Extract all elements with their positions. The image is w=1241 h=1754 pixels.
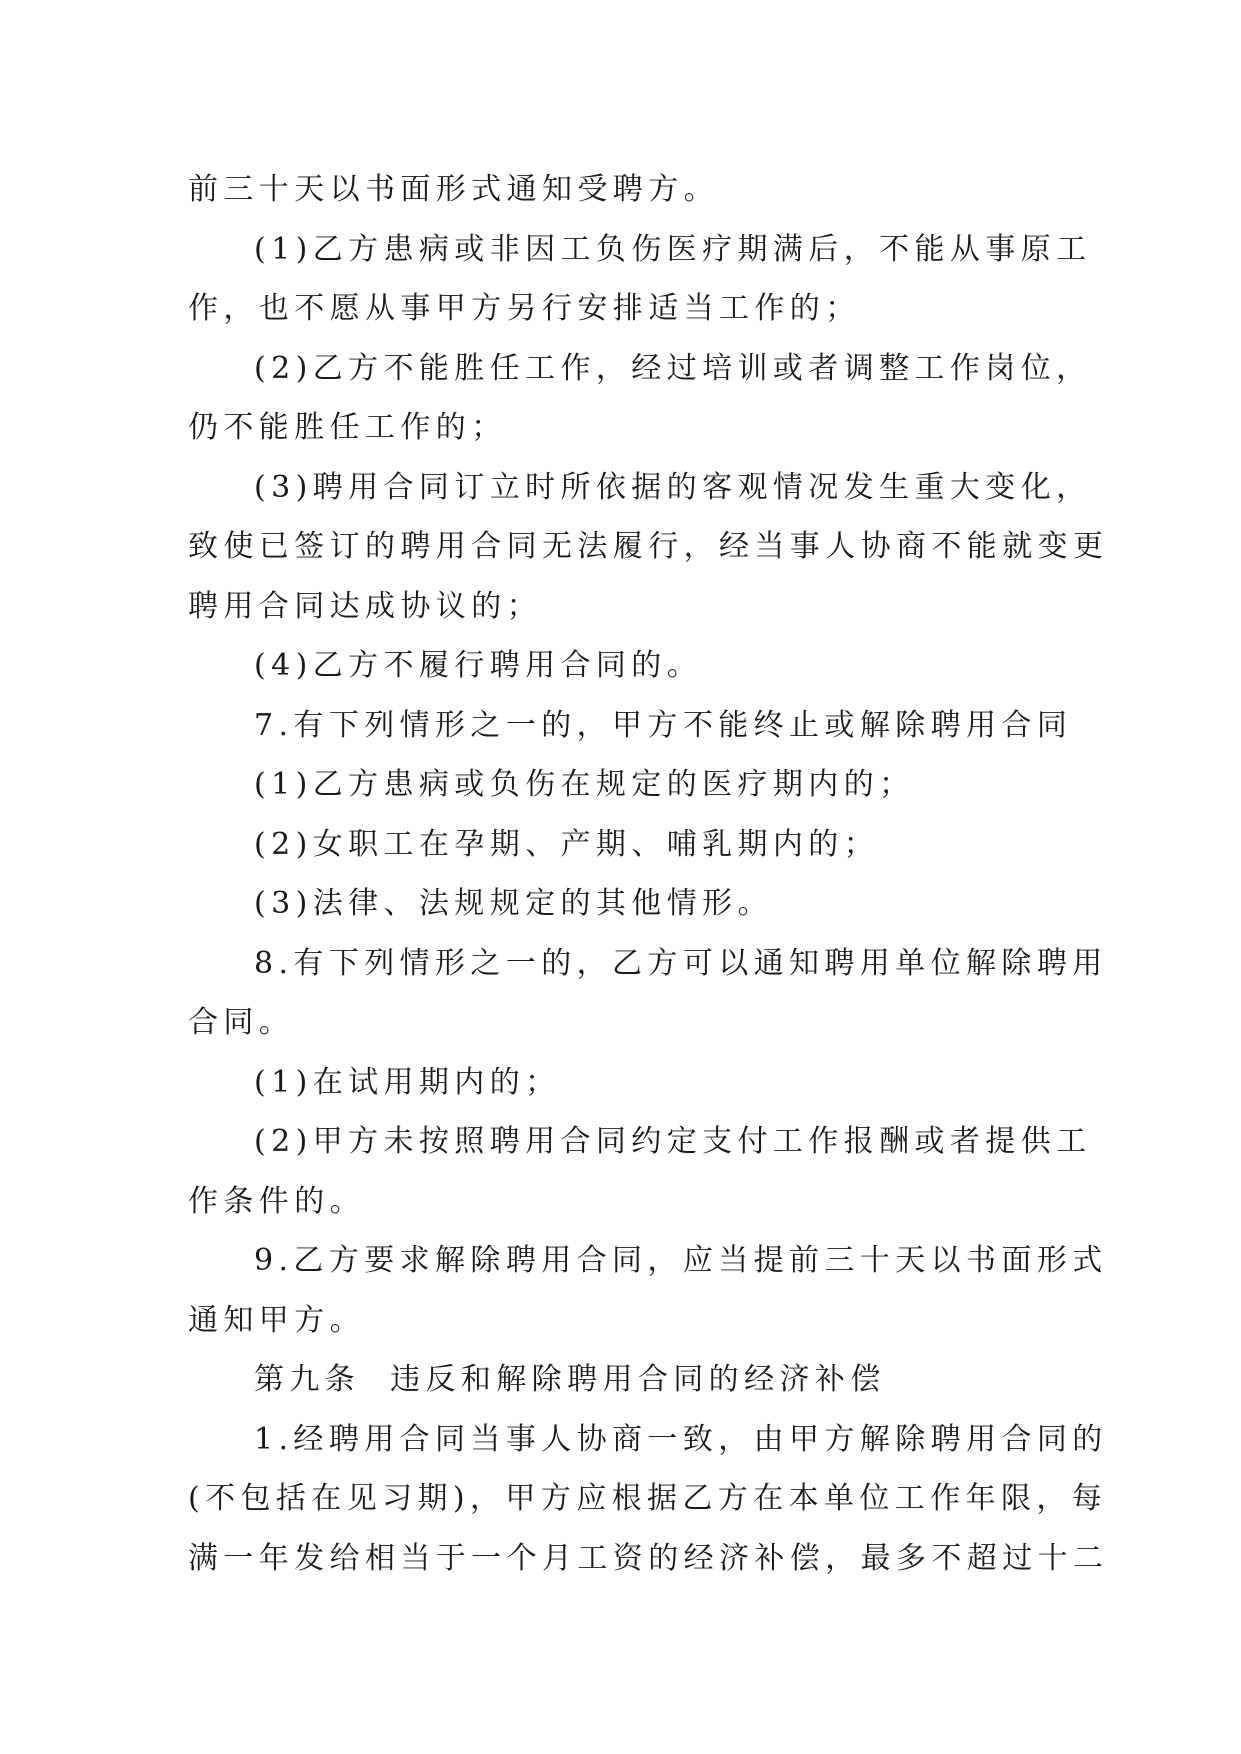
text-line: (不包括在见习期)，甲方应根据乙方在本单位工作年限，每 [188, 1481, 1108, 1516]
text-line: (2)乙方不能胜任工作，经过培训或者调整工作岗位， [254, 350, 1092, 386]
text-line: (4)乙方不履行聘用合同的。 [254, 648, 703, 683]
text-line: 合同。 [188, 1005, 295, 1040]
text-line: (1)在试用期内的； [254, 1064, 561, 1100]
text-line: 9.乙方要求解除聘用合同，应当提前三十天以书面形式 [254, 1243, 1108, 1278]
text-line: 聘用合同达成协议的； [188, 588, 542, 624]
text-line: 作条件的。 [188, 1183, 365, 1219]
text-line: 8.有下列情形之一的，乙方可以通知聘用单位解除聘用 [254, 945, 1108, 981]
section-heading: 第九条 违反和解除聘用合同的经济补偿 [254, 1362, 886, 1397]
text-line: 作，也不愿从事甲方另行安排适当工作的； [188, 291, 861, 326]
text-line: 通知甲方。 [188, 1302, 365, 1338]
text-line: (1)乙方患病或负伤在规定的医疗期内的； [254, 767, 915, 802]
text-line: 7.有下列情形之一的，甲方不能终止或解除聘用合同 [254, 707, 1073, 743]
text-line: 1.经聘用合同当事人协商一致，由甲方解除聘用合同的 [254, 1421, 1108, 1457]
text-line: (3)聘用合同订立时所依据的客观情况发生重大变化， [254, 469, 1092, 505]
document-body [188, 160, 1109, 1588]
text-line: (2)女职工在孕期、产期、哺乳期内的； [254, 826, 880, 862]
text-line: 致使已签订的聘用合同无法履行，经当事人协商不能就变更 [188, 529, 1109, 564]
text-line: 前三十天以书面形式通知受聘方。 [188, 172, 719, 207]
text-line: 满一年发给相当于一个月工资的经济补偿，最多不超过十二 [188, 1540, 1109, 1576]
text-line: (1)乙方患病或非因工负伤医疗期满后，不能从事原工 [254, 231, 1092, 267]
text-line: 仍不能胜任工作的； [188, 410, 507, 445]
text-line: (2)甲方未按照聘用合同约定支付工作报酬或者提供工 [254, 1124, 1092, 1159]
text-line: (3)法律、法规规定的其他情形。 [254, 886, 773, 921]
